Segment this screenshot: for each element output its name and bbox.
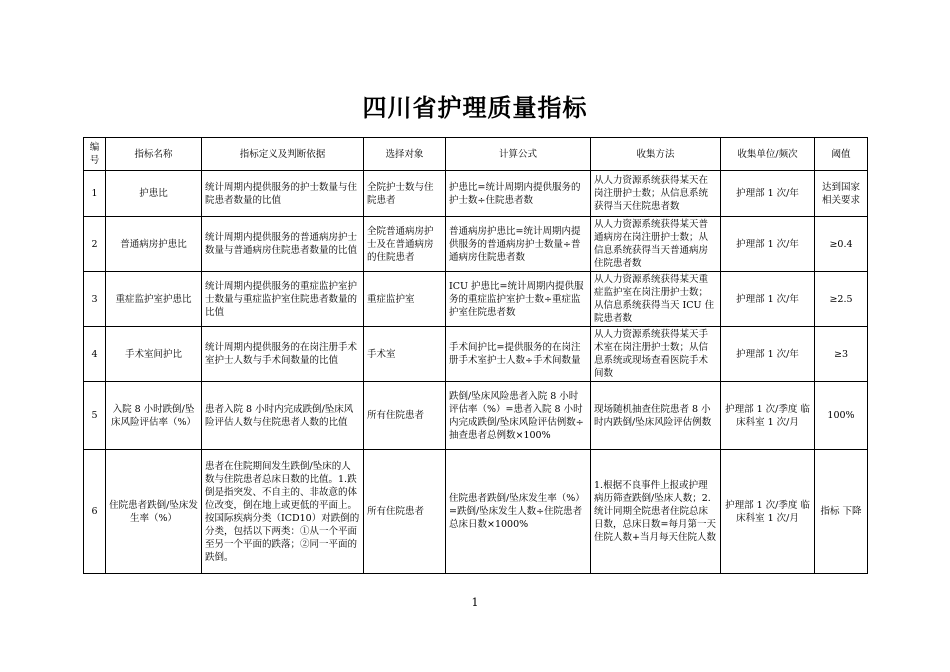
table-row	[84, 450, 868, 574]
cell-method: 1.根据不良事件上报或护理病历筛查跌倒/坠床人数；2.统计同期全院患者住院总床日数，总床日数=每月第一天住院人数+当月每天住院人数	[591, 450, 721, 574]
cell-name: 护患比	[106, 171, 202, 217]
header-cell-unit: 收集单位/频次	[721, 138, 815, 171]
cell-formula: 跌倒/坠床风险患者入院 8 小时评估率（%）=患者入院 8 小时内完成跌倒/坠床风险评估例数÷抽查患者总例数×100%	[446, 382, 591, 450]
cell-target: 全院护士数与住院患者	[364, 171, 446, 217]
cell-unit: 护理部 1 次/季度 临床科室 1 次/月	[721, 382, 815, 450]
cell-target: 手术室	[364, 327, 446, 382]
header-cell-number: 编号	[84, 138, 106, 171]
header-cell-target: 选择对象	[364, 138, 446, 171]
cell-unit: 护理部 1 次/年	[721, 171, 815, 217]
table-row	[84, 272, 868, 327]
cell-threshold: ≥3	[815, 327, 868, 382]
cell-method: 从人力资源系统获得某天在岗注册护士数；从信息系统获得当天住院患者数	[591, 171, 721, 217]
cell-threshold: ≥0.4	[815, 217, 868, 272]
cell-name: 重症监护室护患比	[106, 272, 202, 327]
cell-number: 4	[84, 327, 106, 382]
table-row	[84, 171, 868, 217]
cell-threshold: 达到国家相关要求	[815, 171, 868, 217]
cell-name: 手术室间护比	[106, 327, 202, 382]
cell-name: 入院 8 小时跌倒/坠床风险评估率（%）	[106, 382, 202, 450]
cell-unit: 护理部 1 次/年	[721, 327, 815, 382]
cell-number: 5	[84, 382, 106, 450]
cell-target: 所有住院患者	[364, 382, 446, 450]
page-number: 1	[471, 596, 479, 609]
table-row	[84, 382, 868, 450]
cell-number: 6	[84, 450, 106, 574]
cell-unit: 护理部 1 次/季度 临床科室 1 次/月	[721, 450, 815, 574]
cell-definition: 统计周期内提供服务的在岗注册手术室护士人数与手术间数量的比值	[202, 327, 364, 382]
cell-definition: 患者入院 8 小时内完成跌倒/坠床风险评估人数与住院患者人数的比值	[202, 382, 364, 450]
cell-threshold: ≥2.5	[815, 272, 868, 327]
cell-method: 从人力资源系统获得某天重症监护室在岗注册护士数；从信息系统获得当天 ICU 住院患者数	[591, 272, 721, 327]
cell-number: 2	[84, 217, 106, 272]
cell-number: 3	[84, 272, 106, 327]
cell-definition: 统计周期内提供服务的护士数量与住院患者数量的比值	[202, 171, 364, 217]
cell-name: 普通病房护患比	[106, 217, 202, 272]
cell-definition: 患者在住院期间发生跌倒/坠床的人数与住院患者总床日数的比值。1.跌倒是指突发、不自主的、非故意的体位改变，倒在地上或更低的平面上。按国际疾病分类（ICD10）对跌倒的分类，包括以下两类：①从一个平面至另一个平面的跌落；②同一平面的跌倒。	[202, 450, 364, 574]
quality-indicator-table	[83, 137, 868, 574]
cell-method: 从人力资源系统获得某天普通病房在岗注册护士数；从信息系统获得当天普通病房住院患者数	[591, 217, 721, 272]
cell-formula: 普通病房护患比=统计周期内提供服务的普通病房护士数量÷普通病房住院患者数	[446, 217, 591, 272]
table-row	[84, 217, 868, 272]
cell-unit: 护理部 1 次/年	[721, 217, 815, 272]
header-cell-name: 指标名称	[106, 138, 202, 171]
cell-target: 全院普通病房护士及在普通病房的住院患者	[364, 217, 446, 272]
cell-target: 所有住院患者	[364, 450, 446, 574]
header-cell-definition: 指标定义及判断依据	[202, 138, 364, 171]
cell-number: 1	[84, 171, 106, 217]
cell-method: 从人力资源系统获得某天手术室在岗注册护士数；从信息系统或现场查看医院手术间数	[591, 327, 721, 382]
table-row	[84, 327, 868, 382]
cell-definition: 统计周期内提供服务的重症监护室护士数量与重症监护室住院患者数量的比值	[202, 272, 364, 327]
header-cell-method: 收集方法	[591, 138, 721, 171]
cell-formula: ICU 护患比=统计周期内提供服务的重症监护室护士数÷重症监护室住院患者数	[446, 272, 591, 327]
header-cell-formula: 计算公式	[446, 138, 591, 171]
cell-target: 重症监护室	[364, 272, 446, 327]
cell-formula: 手术间护比=提供服务的在岗注册手术室护士人数÷手术间数量	[446, 327, 591, 382]
cell-formula: 住院患者跌倒/坠床发生率（%）=跌倒/坠床发生人数÷住院患者总床日数×1000%	[446, 450, 591, 574]
cell-unit: 护理部 1 次/年	[721, 272, 815, 327]
cell-threshold: 100%	[815, 382, 868, 450]
header-row	[84, 138, 868, 171]
header-cell-threshold: 阈值	[815, 138, 868, 171]
cell-name: 住院患者跌倒/坠床发生率（%）	[106, 450, 202, 574]
cell-formula: 护患比=统计周期内提供服务的护士数÷住院患者数	[446, 171, 591, 217]
cell-definition: 统计周期内提供服务的普通病房护士数量与普通病房住院患者数量的比值	[202, 217, 364, 272]
cell-method: 现场随机抽查住院患者 8 小时内跌倒/坠床风险评估例数	[591, 382, 721, 450]
document-title: 四川省护理质量指标	[362, 94, 588, 122]
cell-threshold: 指标 下降	[815, 450, 868, 574]
